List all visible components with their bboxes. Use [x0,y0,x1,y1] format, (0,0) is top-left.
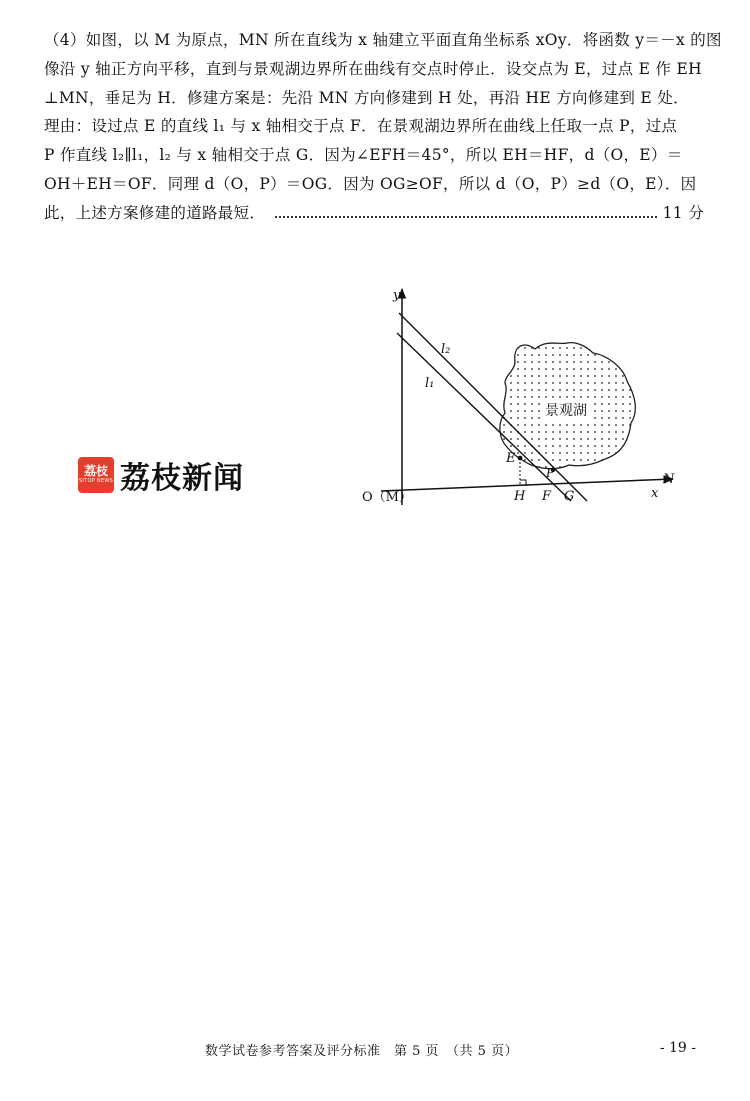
answer-line: OH＋EH＝OF．同理 d（O，P）＝OG．因为 OG≥OF，所以 d（O，P）≥d（O，E）．因 [44,174,697,193]
watermark-logo [78,455,244,495]
point-g-label: G [564,489,575,504]
answer-line: P 作直线 l₂∥l₁，l₂ 与 x 轴相交于点 G．因为∠EFH＝45°，所以 EH＝HF，d（O，E）＝ [44,146,683,165]
score-label: 11 分 [662,203,704,222]
point-e [518,456,523,461]
answer-line: 像沿 y 轴正方向平移，直到与景观湖边界所在曲线有交点时停止．设交点为 E，过点 E 作 EH [44,59,702,78]
coordinate-figure [355,283,695,515]
logo-badge-subtext: SITOP NEWS [78,478,114,484]
footer-title: 数学试卷参考答案及评分标准 第 5 页 （共 5 页） [205,1044,519,1059]
origin-label: O（M） [362,490,412,505]
x-axis [381,479,673,491]
point-e-label: E [506,451,516,466]
answer-line: ⊥MN，垂足为 H．修建方案是：先沿 MN 方向修建到 H 处，再沿 HE 方向修建到 E 处． [44,88,689,107]
lake-label: 景观湖 [545,403,587,419]
point-f-label: F [542,489,552,504]
figure-svg [355,283,695,515]
l1-label: l₁ [425,376,435,391]
logo-name: 荔枝新闻 [120,461,244,496]
l2-label: l₂ [441,342,451,357]
point-p-label: P [546,466,555,480]
point-n-label: N [663,472,675,487]
answer-line: 理由：设过点 E 的直线 l₁ 与 x 轴相交于点 F．在景观湖边界所在曲线上任取一点 P，过点 [44,117,678,136]
x-axis-label: x [651,486,659,501]
logo-badge [78,457,114,493]
logo-badge-text: 荔枝 [83,464,108,478]
answer-line: （4）如图，以 M 为原点，MN 所在直线为 x 轴建立平面直角坐标系 xOy．将函数 y＝－x 的图 [44,31,722,49]
point-h-label: H [514,489,526,504]
dot-leader [275,215,656,218]
page-footer [0,1040,750,1060]
answer-last-line [44,199,704,228]
answer-text-block [44,26,722,228]
page-number: - 19 - [659,1040,696,1056]
answer-conclusion: 此，上述方案修建的道路最短． [44,203,266,222]
y-axis-label: y [393,288,401,303]
